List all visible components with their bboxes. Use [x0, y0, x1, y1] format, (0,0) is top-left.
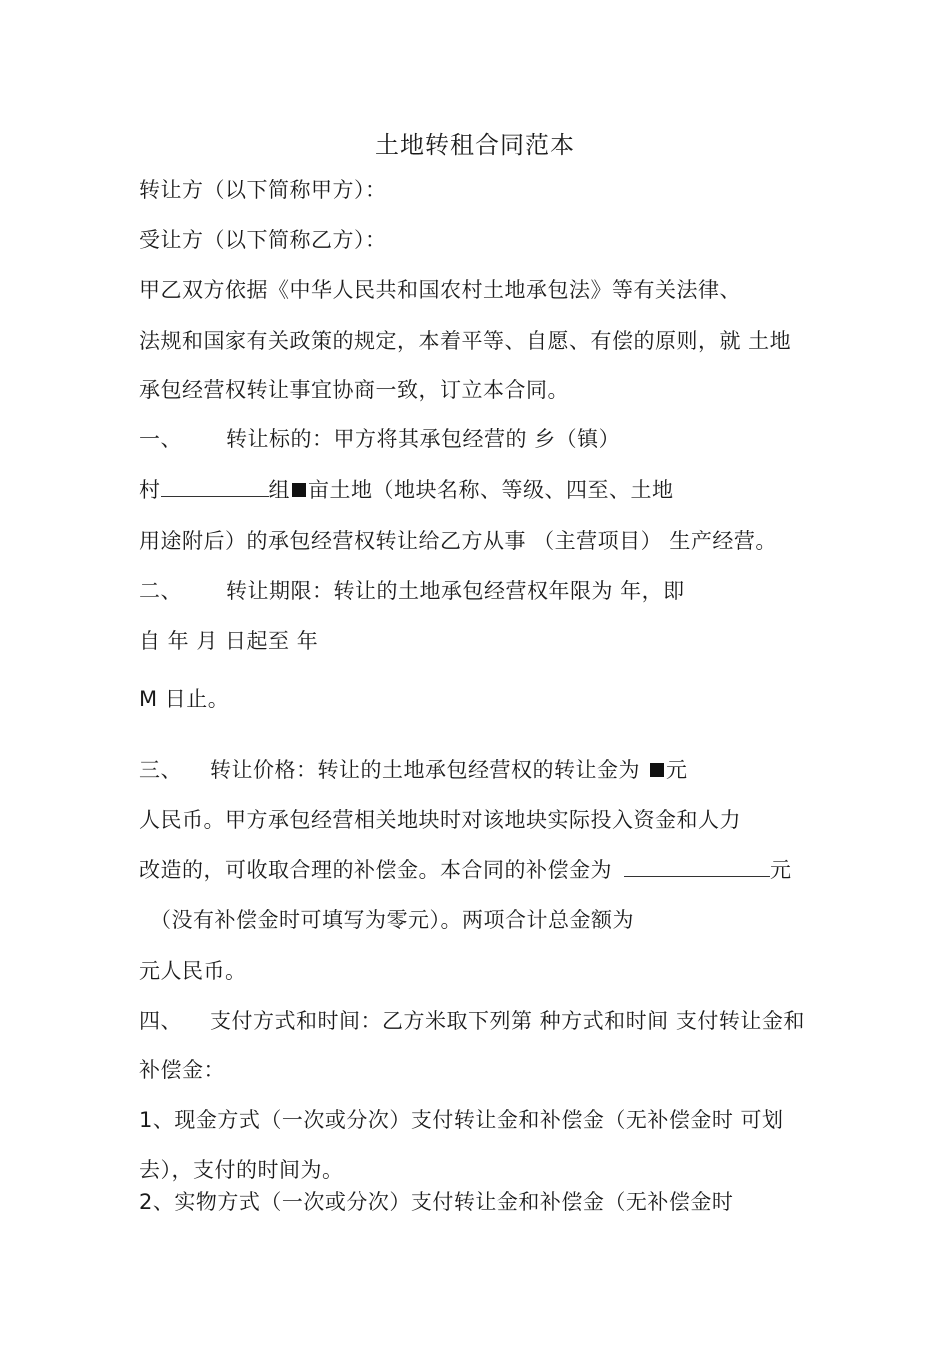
intro-line-3: 承包经营权转让事宜协商一致，订立本合同。 — [139, 378, 569, 402]
section-3-line-3: 改造的，可收取合理的补偿金。本合同的补偿金为 元 — [139, 858, 792, 882]
section-3-line-1: 三、 转让价格：转让的土地承包经营权的转让金为 元 — [139, 758, 688, 782]
section-3-line-4: （没有补偿金时可填写为零元）。两项合计总金额为 — [150, 908, 634, 932]
section-1-number: 一、 — [139, 427, 182, 451]
section-3-line-5: 元人民币。 — [139, 959, 247, 983]
transferee-line: 受让方（以下简称乙方）： — [139, 228, 387, 252]
section-1-line-2: 村 组 亩土地（地块名称、等级、四至、土地 — [139, 478, 674, 502]
filled-square-icon — [292, 483, 306, 497]
section-2-line-2: 自 年 月 日起至 年 — [139, 629, 319, 653]
document-title: 土地转租合同范本 — [375, 131, 575, 159]
village-blank[interactable] — [161, 478, 269, 497]
section-1-line-1 — [139, 426, 620, 452]
transferor-line: 转让方（以下简称甲方）： — [139, 178, 387, 202]
payment-item-1-line-1: 1、现金方式（一次或分次）支付转让金和补偿金（无补偿金时 可划 — [139, 1108, 784, 1132]
section-2-line-1: 二、 转让期限：转让的土地承包经营权年限为 年，即 — [139, 579, 685, 603]
section-1-text: 转让标的：甲方将其承包经营的 乡（镇） — [226, 427, 621, 451]
section-3-line-2: 人民币。甲方承包经营相关地块时对该地块实际投入资金和人力 — [139, 808, 741, 832]
section-4-number: 四、 — [139, 1009, 182, 1033]
section-3-number: 三、 — [139, 758, 182, 782]
intro-line-2: 法规和国家有关政策的规定，本着平等、自愿、有偿的原则，就 土地 — [139, 329, 792, 353]
intro-line-1: 甲乙双方依据《中华人民共和国农村土地承包法》等有关法律、 — [139, 278, 741, 302]
section-4-line-2: 补偿金： — [139, 1058, 225, 1082]
compensation-blank[interactable] — [624, 858, 770, 877]
payment-item-1-line-2: 去），支付的时间为。 — [139, 1158, 344, 1182]
payment-item-2-line-1: 2、实物方式（一次或分次）支付转让金和补偿金（无补偿金时 — [139, 1190, 734, 1214]
section-2-line-3: M 日止。 — [139, 687, 230, 711]
filled-square-icon — [650, 763, 664, 777]
section-1-line-3: 用途附后）的承包经营权转让给乙方从事 （主营项目） 生产经营。 — [139, 529, 777, 553]
section-4-line-1: 四、 支付方式和时间：乙方米取下列第 种方式和时间 支付转让金和 — [139, 1009, 805, 1033]
section-2-number: 二、 — [139, 579, 182, 603]
